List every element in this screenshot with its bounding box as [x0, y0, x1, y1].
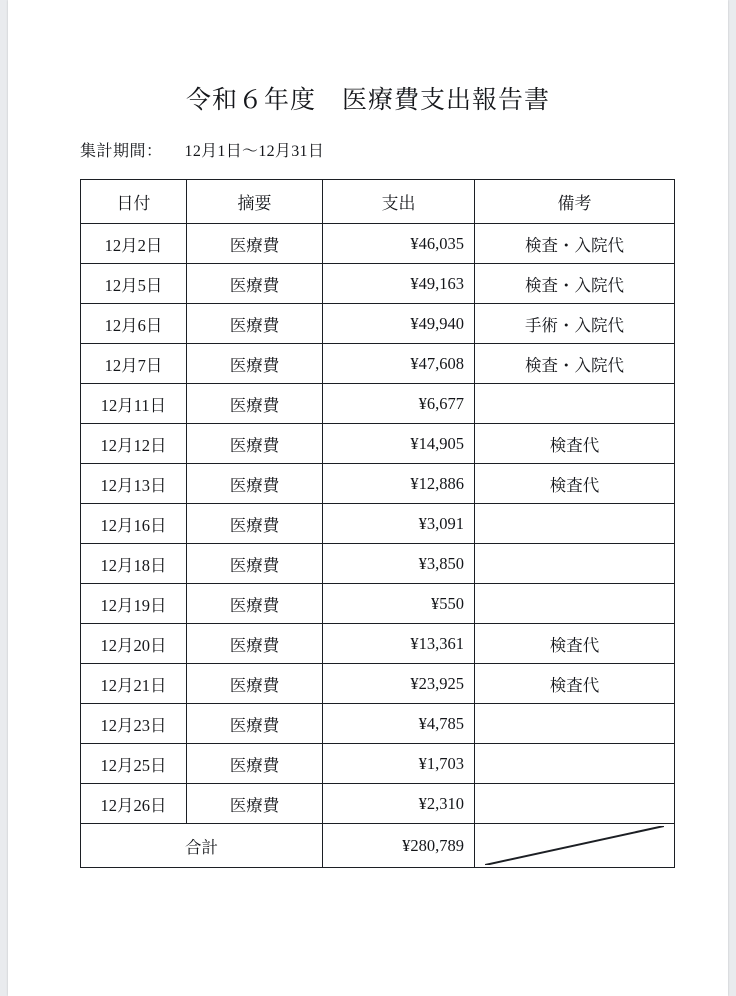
- total-amount: ¥280,789: [323, 824, 475, 868]
- cell-note: 検査・入院代: [475, 224, 675, 264]
- cell-date: 12月5日: [81, 264, 187, 304]
- diagonal-strike-cell: [475, 824, 675, 868]
- cell-date: 12月6日: [81, 304, 187, 344]
- cell-description: 医療費: [187, 344, 323, 384]
- column-header-description: 摘要: [187, 180, 323, 224]
- table-row: [81, 584, 675, 624]
- cell-date: 12月7日: [81, 344, 187, 384]
- table-header: [81, 180, 675, 224]
- table-row: [81, 384, 675, 424]
- table-row: [81, 544, 675, 584]
- cell-description: 医療費: [187, 464, 323, 504]
- column-header-date: 日付: [81, 180, 187, 224]
- cell-note: [475, 504, 675, 544]
- cell-amount: ¥1,703: [323, 744, 475, 784]
- document-page: [8, 0, 728, 996]
- period-value: 12月1日〜12月31日: [184, 143, 325, 160]
- column-header-expense: 支出: [323, 180, 475, 224]
- cell-date: 12月23日: [81, 704, 187, 744]
- cell-amount: ¥3,850: [323, 544, 475, 584]
- cell-note: 検査・入院代: [475, 344, 675, 384]
- cell-amount: ¥6,677: [323, 384, 475, 424]
- cell-date: 12月12日: [81, 424, 187, 464]
- cell-description: 医療費: [187, 624, 323, 664]
- table-total-row: [81, 824, 675, 868]
- cell-date: 12月2日: [81, 224, 187, 264]
- cell-date: 12月21日: [81, 664, 187, 704]
- table-body: [81, 224, 675, 868]
- table-row: [81, 464, 675, 504]
- cell-description: 医療費: [187, 704, 323, 744]
- cell-date: 12月18日: [81, 544, 187, 584]
- cell-date: 12月11日: [81, 384, 187, 424]
- cell-description: 医療費: [187, 664, 323, 704]
- cell-date: 12月26日: [81, 784, 187, 824]
- cell-amount: ¥13,361: [323, 624, 475, 664]
- cell-amount: ¥46,035: [323, 224, 475, 264]
- cell-note: [475, 704, 675, 744]
- cell-amount: ¥49,940: [323, 304, 475, 344]
- cell-note: 検査代: [475, 624, 675, 664]
- cell-amount: ¥550: [323, 584, 475, 624]
- cell-note: [475, 784, 675, 824]
- cell-date: 12月25日: [81, 744, 187, 784]
- table-row: [81, 744, 675, 784]
- cell-description: 医療費: [187, 264, 323, 304]
- table-header-row: [81, 180, 675, 224]
- cell-description: 医療費: [187, 224, 323, 264]
- column-header-note: 備考: [475, 180, 675, 224]
- cell-amount: ¥2,310: [323, 784, 475, 824]
- table-row: [81, 784, 675, 824]
- cell-note: 検査代: [475, 664, 675, 704]
- cell-date: 12月20日: [81, 624, 187, 664]
- table-row: [81, 424, 675, 464]
- cell-amount: ¥3,091: [323, 504, 475, 544]
- cell-amount: ¥4,785: [323, 704, 475, 744]
- table-row: [81, 624, 675, 664]
- cell-note: [475, 544, 675, 584]
- cell-amount: ¥49,163: [323, 264, 475, 304]
- table-row: [81, 264, 675, 304]
- cell-date: 12月19日: [81, 584, 187, 624]
- cell-note: [475, 384, 675, 424]
- cell-description: 医療費: [187, 544, 323, 584]
- expense-table: [80, 179, 675, 868]
- table-row: [81, 664, 675, 704]
- cell-note: 検査・入院代: [475, 264, 675, 304]
- cell-note: [475, 744, 675, 784]
- cell-description: 医療費: [187, 744, 323, 784]
- cell-description: 医療費: [187, 504, 323, 544]
- cell-description: 医療費: [187, 304, 323, 344]
- cell-amount: ¥12,886: [323, 464, 475, 504]
- total-label: 合計: [81, 824, 323, 868]
- cell-amount: ¥47,608: [323, 344, 475, 384]
- cell-description: 医療費: [187, 784, 323, 824]
- table-row: [81, 224, 675, 264]
- table-row: [81, 704, 675, 744]
- cell-amount: ¥14,905: [323, 424, 475, 464]
- page-title: 令和６年度 医療費支出報告書: [185, 87, 550, 114]
- diagonal-line-icon: [485, 826, 664, 865]
- cell-note: 検査代: [475, 424, 675, 464]
- cell-date: 12月13日: [81, 464, 187, 504]
- cell-note: [475, 584, 675, 624]
- table-row: [81, 504, 675, 544]
- cell-description: 医療費: [187, 424, 323, 464]
- table-row: [81, 304, 675, 344]
- cell-date: 12月16日: [81, 504, 187, 544]
- period-line: [80, 138, 728, 161]
- cell-description: 医療費: [187, 384, 323, 424]
- cell-note: 手術・入院代: [475, 304, 675, 344]
- cell-amount: ¥23,925: [323, 664, 475, 704]
- table-row: [81, 344, 675, 384]
- cell-description: 医療費: [187, 584, 323, 624]
- cell-note: 検査代: [475, 464, 675, 504]
- period-label: 集計期間：: [80, 143, 163, 160]
